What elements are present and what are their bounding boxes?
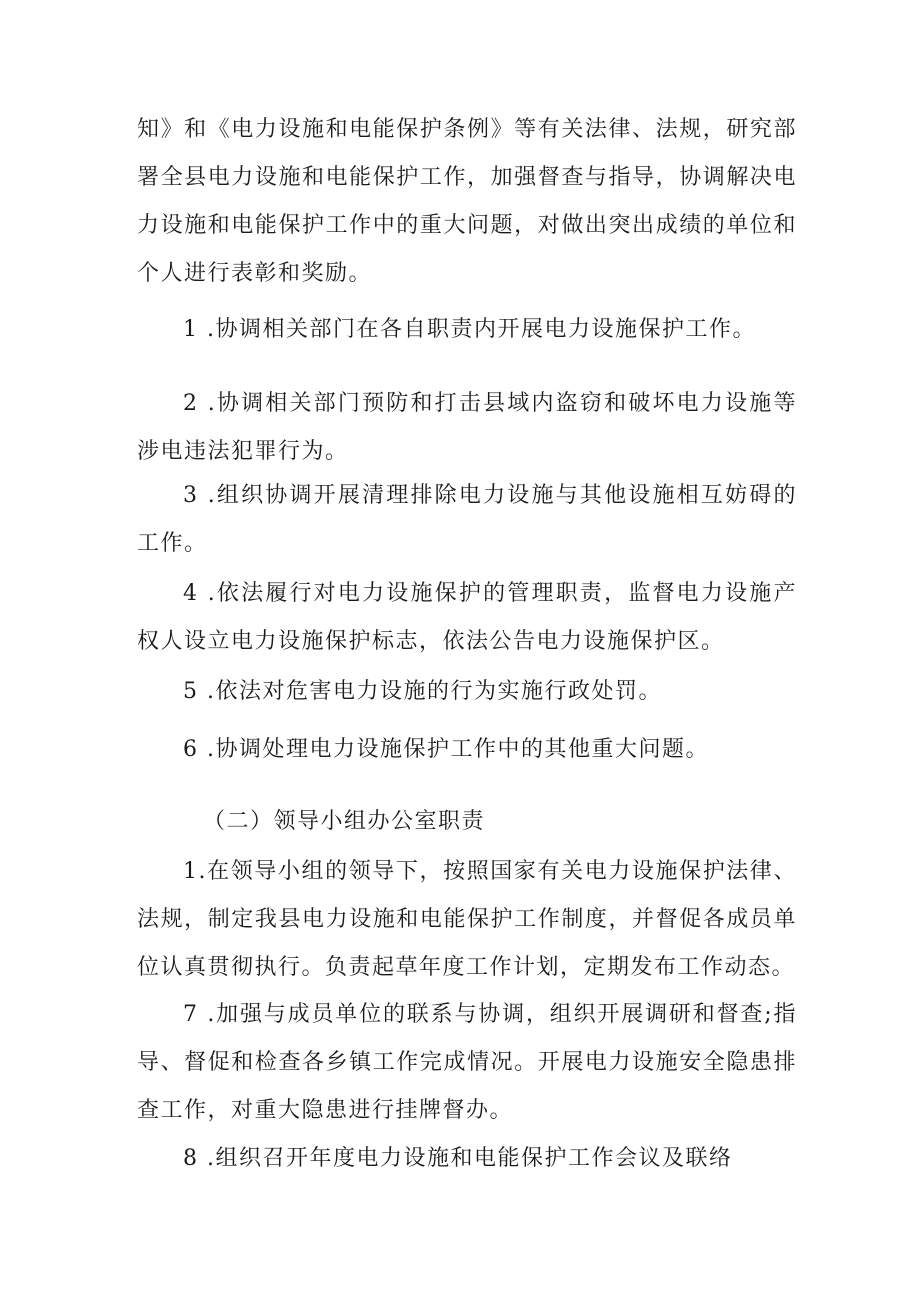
- list-item-4: 4 .依法履行对电力设施保护的管理职责，监督电力设施产权人设立电力设施保护标志，依法公告电力设施保护区。: [137, 581, 797, 654]
- office-duty-item-1: 1.在领导小组的领导下，按照国家有关电力设施保护法律、法规，制定我县电力设施和电能保护工作制度，并督促各成员单位认真贯彻执行。负责起草年度工作计划，定期发布工作动态。: [137, 859, 797, 980]
- section-heading: （二）领导小组办公室职责: [203, 809, 486, 834]
- office-duty-item-7: 7 .加强与成员单位的联系与协调，组织开展调研和督查;指导、督促和检查各乡镇工作完成情况。开展电力设施安全隐患排查工作，对重大隐患进行挂牌督办。: [137, 1002, 797, 1123]
- paragraph-continuation: 知》和《电力设施和电能保护条例》等有关法律、法规，研究部署全县电力设施和电能保护工作，加强督查与指导，协调解决电力设施和电能保护工作中的重大问题，对做出突出成绩的单位和个人进行表彰和奖励。: [137, 117, 797, 286]
- list-item-2: 2 .协调相关部门预防和打击县域内盗窃和破坏电力设施等涉电违法犯罪行为。: [137, 391, 797, 464]
- list-item-3: 3 .组织协调开展清理排除电力设施与其他设施相互妨碍的工作。: [137, 483, 797, 556]
- list-item-5: 5 .依法对危害电力设施的行为实施行政处罚。: [183, 679, 662, 704]
- list-item-1: 1 .协调相关部门在各自职责内开展电力设施保护工作。: [183, 317, 756, 342]
- office-duty-item-8: 8 .组织召开年度电力设施和电能保护工作会议及联络: [183, 1146, 733, 1171]
- list-item-6: 6 .协调处理电力设施保护工作中的其他重大问题。: [183, 737, 709, 762]
